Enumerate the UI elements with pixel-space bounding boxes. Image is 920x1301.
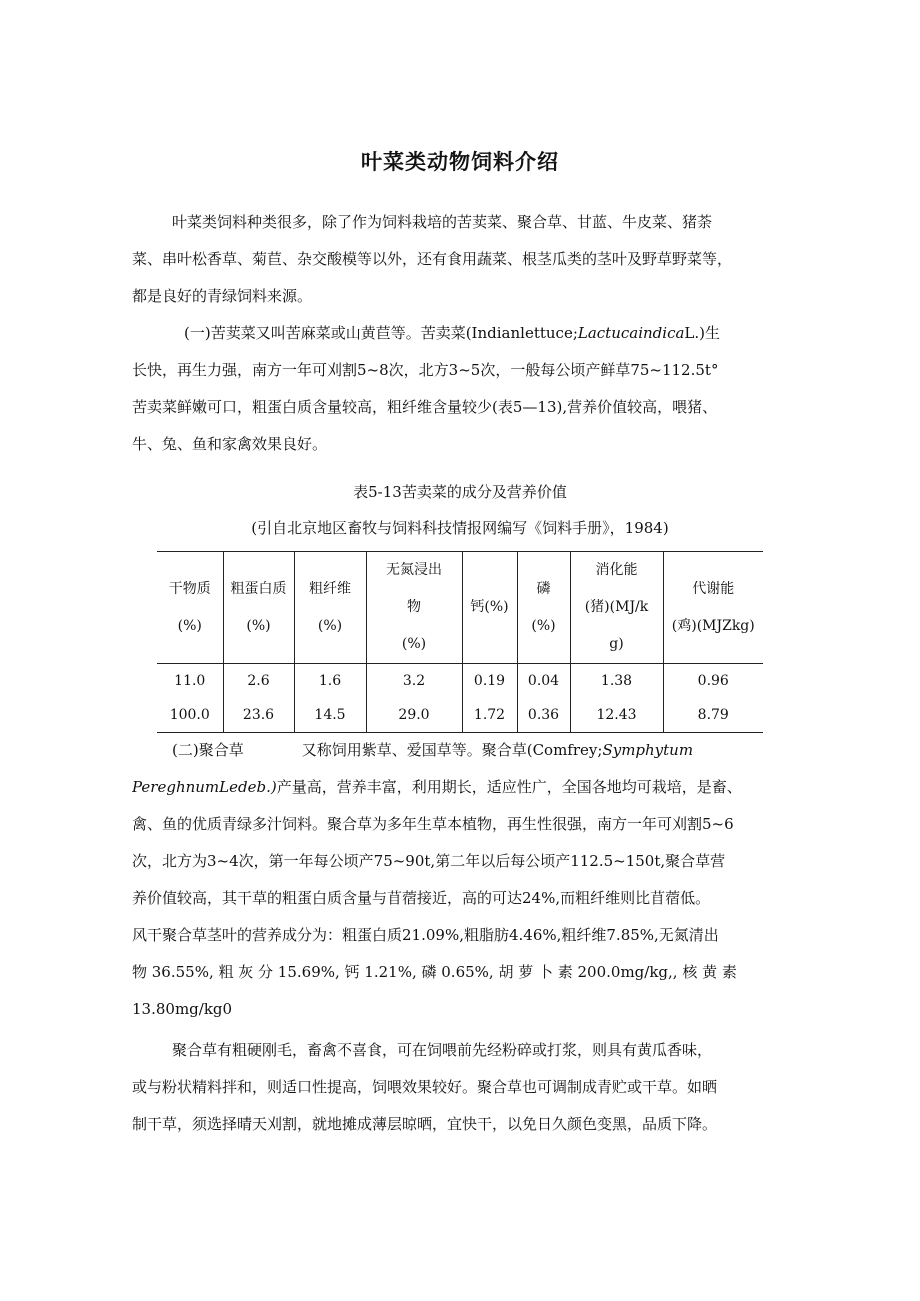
- table-caption: 表5-13苦卖菜的成分及营养价值: [353, 483, 567, 501]
- text-line: [132, 769, 800, 806]
- text-line: 13.80mg/kg0: [132, 1000, 233, 1018]
- header-cell: 无氮浸出 物 (%): [366, 552, 462, 664]
- text-line: 叶菜类饲料种类很多，除了作为饲料栽培的苦荬菜、聚合草、甘蓝、牛皮菜、猪荼: [172, 213, 713, 231]
- table-cell: 0.04: [517, 664, 570, 699]
- latin-name: PereghnumLedeb.): [132, 778, 277, 796]
- table-cell: 1.38: [570, 664, 663, 699]
- table-header-row: [157, 552, 763, 664]
- text-segment: L.)生: [684, 324, 721, 342]
- latin-name: Lactucaindica: [577, 324, 685, 342]
- table-cell: 2.6: [223, 664, 294, 699]
- table-cell: 0.36: [517, 698, 570, 733]
- header-cell: 磷 (%): [517, 552, 570, 664]
- text-segment: 产量高，营养丰富，利用期长，适应性广，全国各地均可栽培，是畜、: [276, 778, 742, 796]
- text-line: 风干聚合草茎叶的营养成分为：粗蛋白质21.09%,粗脂肪4.46%,粗纤维7.85%,无氮清出: [132, 926, 719, 944]
- table-cell: 0.96: [663, 664, 763, 699]
- section-3-paragraph: [132, 1032, 800, 1143]
- text-line: 都是良好的青绿饲料来源。: [132, 287, 313, 305]
- table-cell: 0.19: [462, 664, 517, 699]
- section-2-paragraph: [132, 732, 800, 1028]
- text-line: 牛、兔、鱼和家禽效果良好。: [132, 435, 328, 453]
- table-cell: 1.6: [294, 664, 366, 699]
- table-cell: 23.6: [223, 698, 294, 733]
- page-title: 叶菜类动物饲料介绍: [361, 150, 559, 174]
- table-cell: 100.0: [169, 707, 210, 723]
- text-line: [132, 732, 800, 769]
- text-line: 聚合草有粗硬刚毛，畜禽不喜食，可在饲喂前先经粉碎或打浆，则具有黄瓜香味，: [172, 1041, 713, 1059]
- text-segment: 又称饲用紫草、爱国草等。聚合草(Comfrey;: [301, 741, 603, 759]
- table-cell: 1.72: [462, 698, 517, 733]
- section-1-paragraph: [132, 315, 800, 463]
- latin-name: Symphytum: [602, 741, 694, 759]
- table-source: (引自北京地区畜牧与饲料科技情报网编写《饲料手册》，1984): [251, 519, 669, 537]
- header-cell: 代谢能 (鸡)(MJZkg): [663, 552, 763, 664]
- text-line: 次，北方为3~4次，第一年每公顷产75~90t,第二年以后每公顷产112.5~150t,聚合草营: [132, 852, 726, 870]
- text-line: 禽、鱼的优质青绿多汁饲料。聚合草为多年生草本植物，再生性很强，南方一年可刈割5~6: [132, 815, 734, 833]
- table-cell: 12.43: [570, 698, 663, 733]
- text-line: 或与粉状精料拌和，则适口性提高，饲喂效果较好。聚合草也可调制成青贮或干草。如晒: [132, 1078, 718, 1096]
- nutrition-table: [157, 551, 763, 733]
- table-row: [157, 698, 763, 733]
- text-line: 长快，再生力强，南方一年可刈割5~8次，北方3~5次，一般每公顷产鲜草75~112.5t°: [132, 361, 719, 379]
- header-cell: 干物质 (%): [168, 580, 211, 634]
- header-cell: 钙(%): [462, 552, 517, 664]
- section-label: (二)聚合草: [172, 741, 244, 759]
- table-row: [157, 664, 763, 699]
- header-cell: 消化能 (猪)(MJ/k g): [570, 552, 663, 664]
- text-segment: (一)苦荬菜又叫苦麻菜或山黄苣等。苦卖菜(Indianlettuce;: [184, 324, 578, 342]
- header-cell: 粗纤维 (%): [294, 552, 366, 664]
- table-cell: 3.2: [366, 664, 462, 699]
- text-line: 苦卖菜鲜嫩可口，粗蛋白质含量较高，粗纤维含量较少(表5—13),营养价值较高，喂猪、: [132, 398, 718, 416]
- text-line: 养价值较高，其干草的粗蛋白质含量与苜蓿接近，高的可达24%,而粗纤维则比苜蓿低。: [132, 889, 711, 907]
- text-line: [132, 315, 800, 352]
- header-cell: 粗蛋白质 (%): [223, 552, 294, 664]
- table-cell: 14.5: [294, 698, 366, 733]
- table-cell: 11.0: [174, 673, 206, 689]
- text-line: 物 36.55%, 粗 灰 分 15.69%, 钙 1.21%, 磷 0.65%, 胡 萝 卜 素 200.0mg/kg,, 核 黄 素: [132, 963, 737, 981]
- intro-paragraph: [132, 204, 800, 315]
- table-cell: 29.0: [366, 698, 462, 733]
- text-line: 菜、串叶松香草、菊苣、杂交酸模等以外，还有食用蔬菜、根茎瓜类的茎叶及野草野菜等，: [132, 250, 733, 268]
- text-line: 制干草，须选择晴天刈割，就地摊成薄层晾晒，宜快干，以免日久颜色变黑，品质下降。: [132, 1115, 718, 1133]
- table-cell: 8.79: [663, 698, 763, 733]
